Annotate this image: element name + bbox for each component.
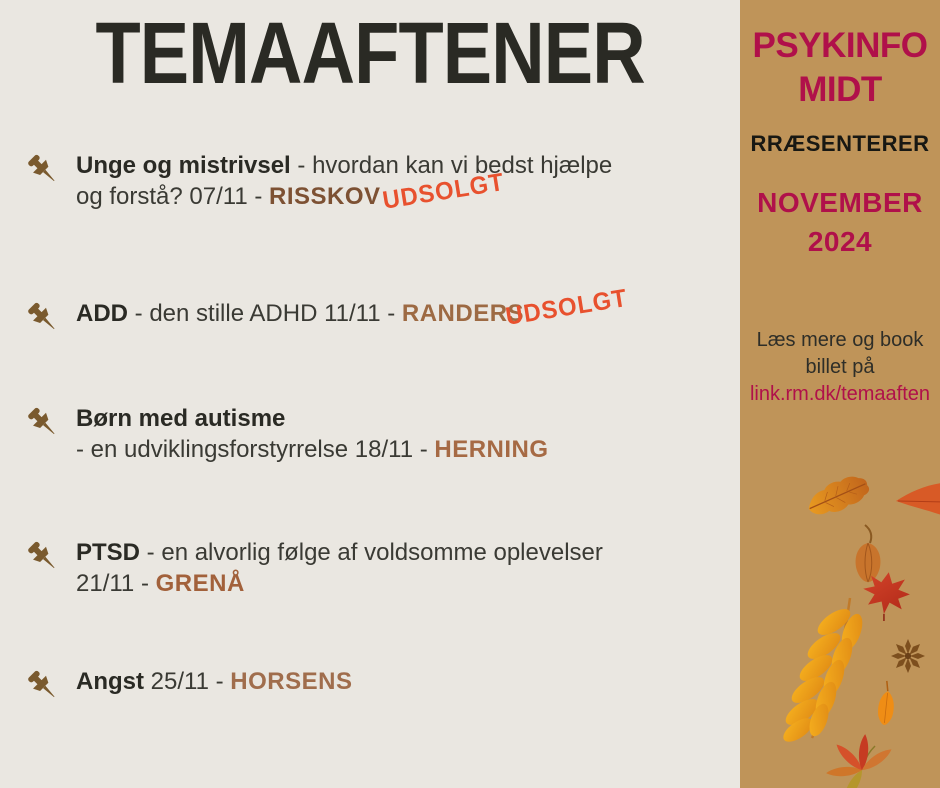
event-city: RISSKOV (269, 183, 381, 210)
brand-line1: PSYKINFO (752, 26, 928, 65)
event-item-angst (0, 666, 740, 697)
brand-line2: MIDT (798, 70, 882, 109)
event-item-ptsd (0, 537, 740, 599)
event-item-unge-og-mistrivsel (0, 150, 740, 215)
red-leaf-image (896, 483, 940, 517)
header (0, 0, 740, 108)
year-line: 2024 (807, 226, 873, 257)
soldout-badge: UDSOLGT (503, 283, 630, 331)
event-desc: - en alvorlig følge af voldsomme oplevelser (140, 539, 603, 566)
month-line: NOVEMBER (757, 187, 923, 218)
pushpin-icon (26, 538, 66, 578)
page-title: TEMAAFTENER (95, 5, 645, 102)
event-title: Unge og mistrivsel (76, 152, 291, 179)
maple-leaf-image (859, 569, 912, 624)
cta-text (740, 327, 940, 408)
star-anise-image (891, 639, 925, 673)
pushpin-icon (26, 299, 66, 339)
sidebar-panel (740, 0, 940, 788)
ticket-link[interactable]: link.rm.dk/temaaften (749, 383, 931, 405)
brand-title (740, 24, 940, 112)
creeper-leaf-image (826, 734, 894, 788)
cta-line2: billet på (805, 356, 875, 378)
event-title: Børn med autisme (76, 405, 286, 432)
month-label (740, 183, 940, 261)
event-title: PTSD (76, 539, 141, 566)
event-city: GRENÅ (155, 570, 245, 597)
event-title: Angst (76, 668, 144, 695)
pushpin-icon (26, 404, 66, 444)
event-text (76, 666, 740, 697)
event-city: HORSENS (230, 668, 353, 695)
event-title: ADD (76, 300, 128, 327)
event-item-boern-med-autisme (0, 403, 740, 465)
pushpin-icon (26, 667, 66, 707)
event-item-add (0, 283, 740, 331)
event-desc: - den stille ADHD 11/11 - (128, 300, 402, 327)
event-date: og forstå? 07/11 - (76, 183, 270, 210)
rowan-leaf-image (779, 598, 866, 746)
event-city: HERNING (434, 436, 549, 463)
event-desc: - hvordan kan vi bedst hjælpe (290, 152, 613, 179)
small-orange-leaf-image (877, 680, 897, 725)
event-city: RANDERS (401, 300, 525, 327)
event-text (76, 537, 740, 599)
presents-label: RRÆSENTERER (750, 131, 930, 156)
cta-line1: Læs mere og book (756, 329, 924, 351)
physalis-image (856, 525, 881, 582)
pushpin-icon (26, 151, 66, 191)
event-desc: 25/11 - (144, 668, 231, 695)
event-text (76, 403, 740, 465)
oak-leaf-image (803, 470, 873, 522)
event-desc: - en udviklingsforstyrrelse 18/11 - (76, 436, 435, 463)
event-text (76, 298, 740, 329)
event-date: 21/11 - (76, 570, 156, 597)
soldout-badge: UDSOLGT (380, 167, 507, 215)
